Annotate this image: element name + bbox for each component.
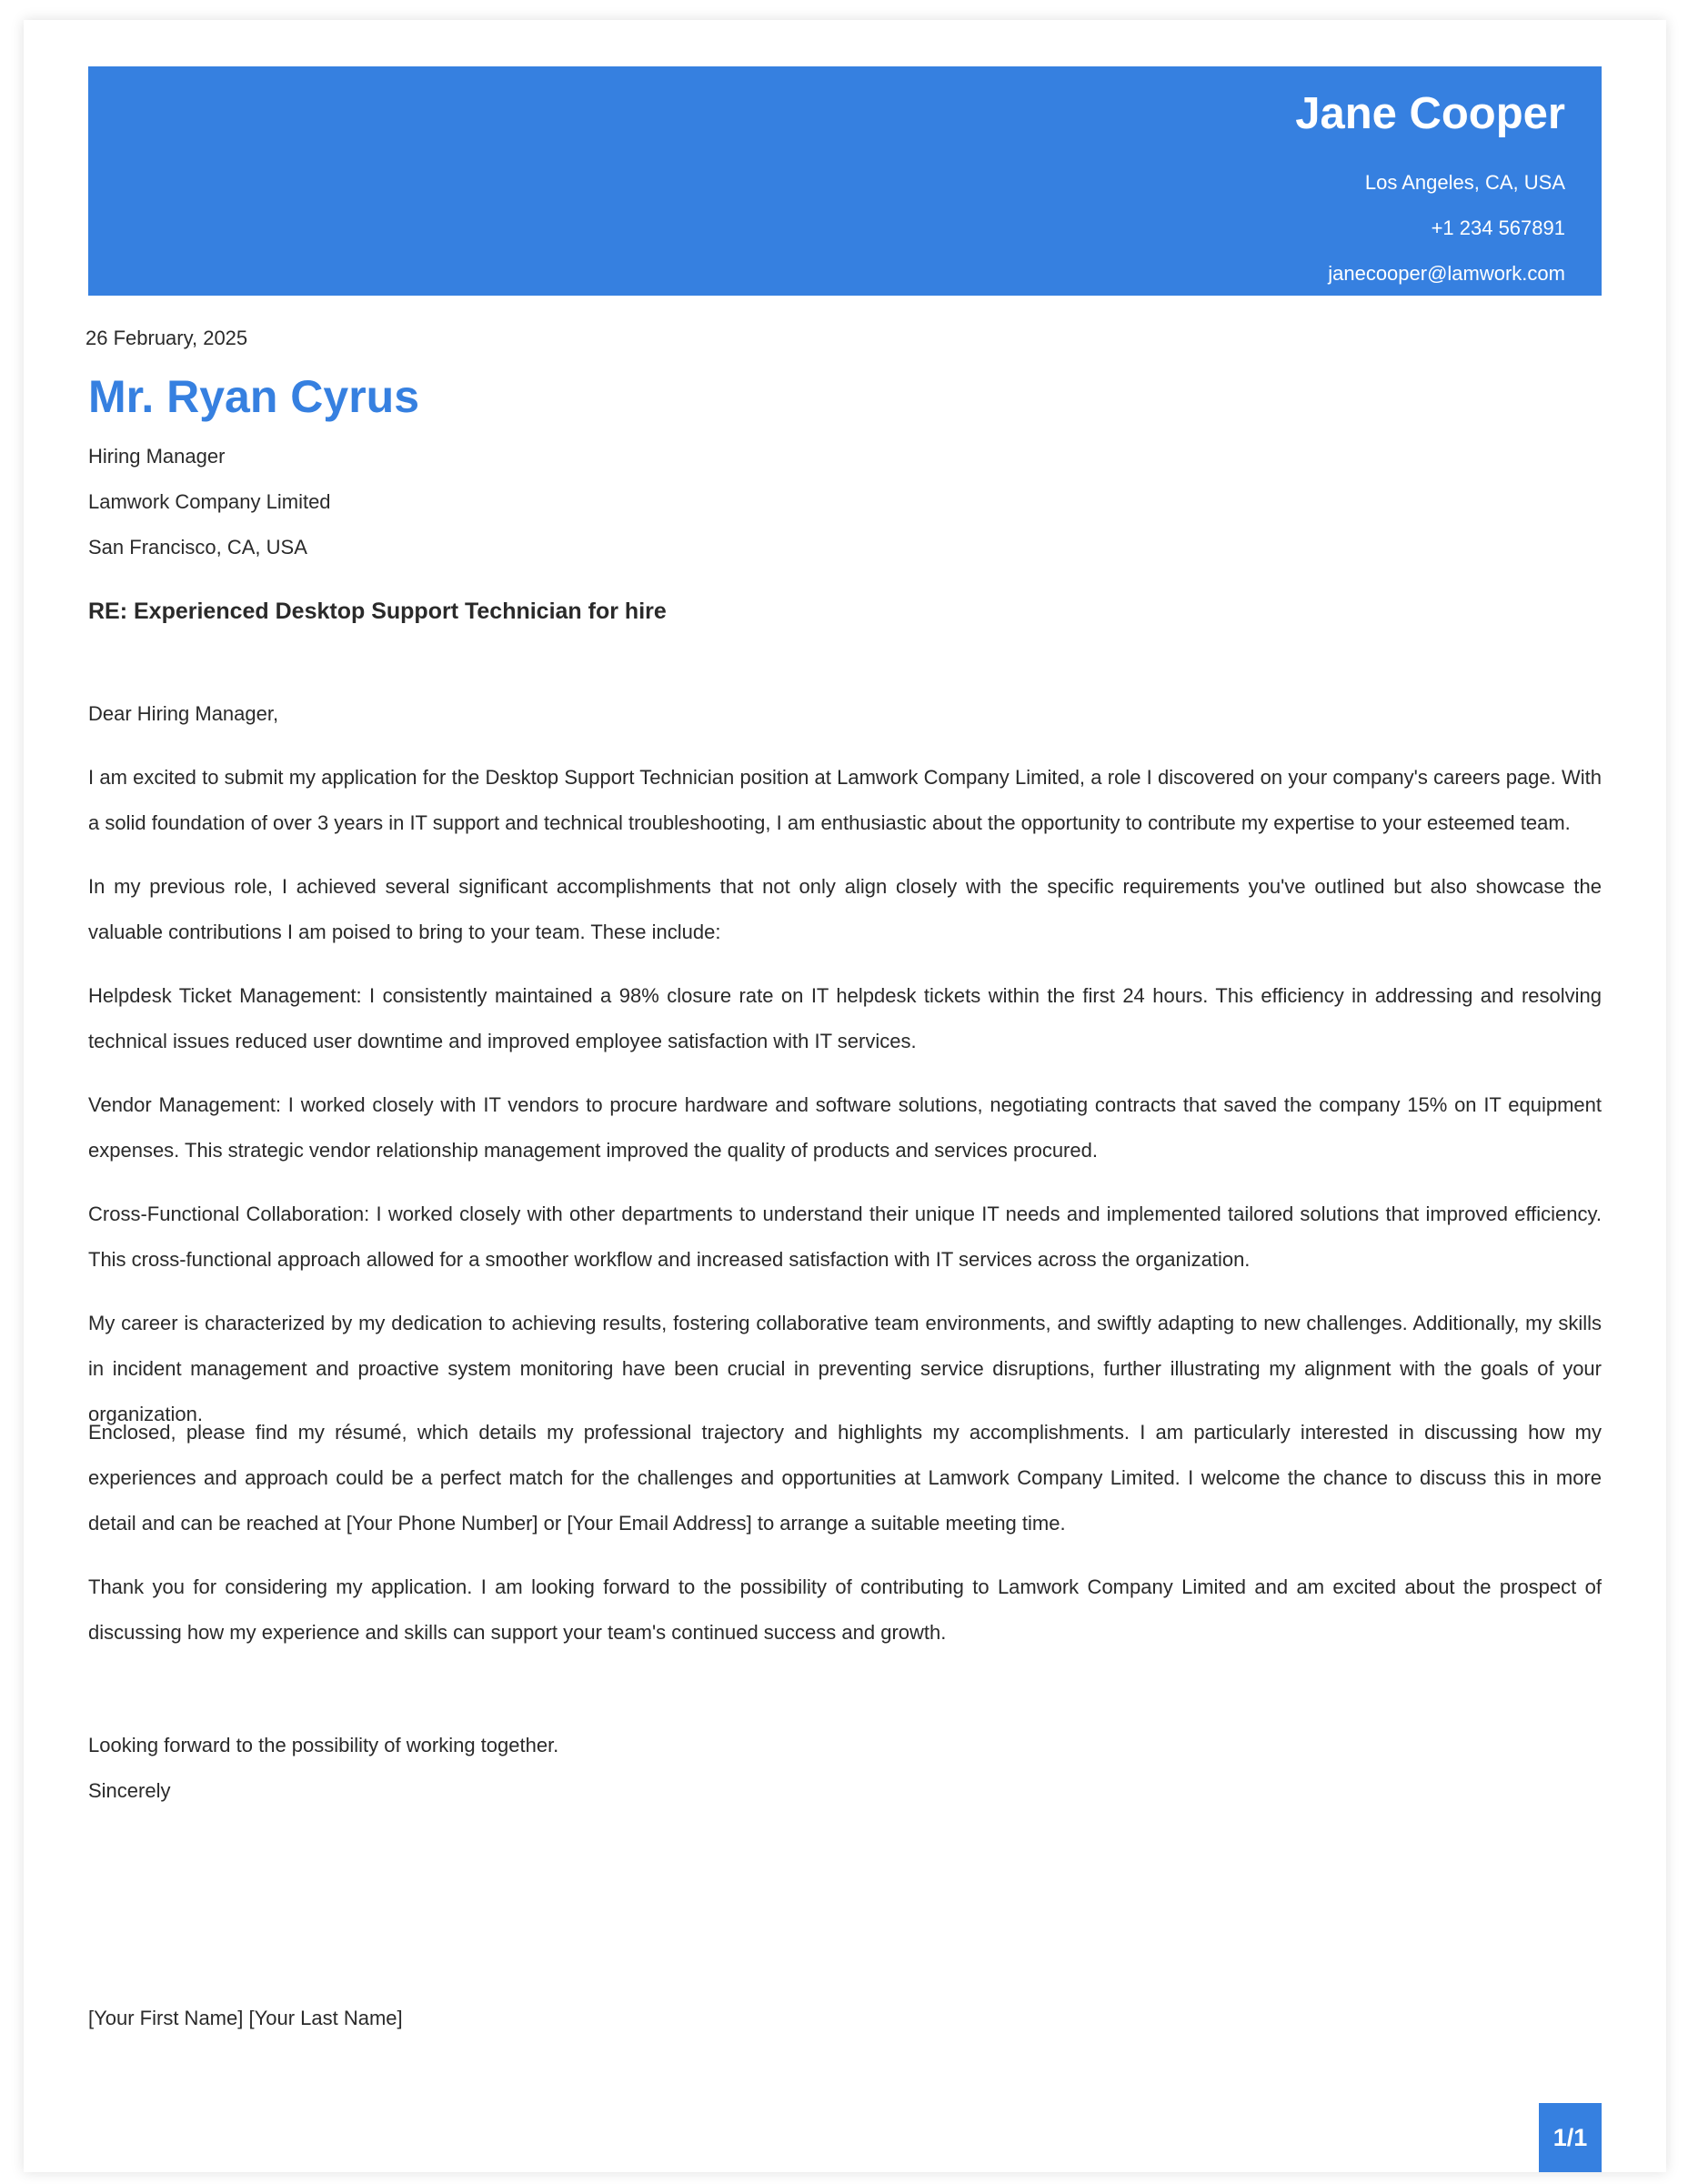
page-indicator: 1/1: [1539, 2103, 1602, 2172]
recipient-title: Hiring Manager: [88, 445, 226, 468]
signature-name: [Your First Name] [Your Last Name]: [88, 2007, 403, 2029]
recipient-name: Mr. Ryan Cyrus: [88, 371, 420, 422]
sender-name: Jane Cooper: [1295, 89, 1565, 138]
letter-page: [24, 20, 1666, 2172]
letter-date: 26 February, 2025: [85, 327, 248, 349]
sender-location: Los Angeles, CA, USA: [1364, 171, 1565, 194]
sender-email: janecooper@lamwork.com: [1328, 262, 1565, 285]
paragraph-helpdesk: Helpdesk Ticket Management: I consistently maintained a 98% closure rate on IT helpdesk tickets within the first 24 hours. This efficiency in addressing and resolving technical issues reduced user downtime and improved employee satisfaction with IT services.: [88, 984, 1602, 1052]
paragraph-intro: I am excited to submit my application for the Desktop Support Technician position at Lamwork Company Limited, a role I discovered on your company's careers page. With a solid foundation of over 3 years in IT support and technical troubleshooting, I am enthusiastic about the opportunity to contribute my expertise to your esteemed team.: [88, 766, 1602, 834]
paragraph-enclosed: Enclosed, please find my résumé, which details my professional trajectory and highlights my accomplishments. I am particularly interested in discussing how my experiences and approach could be a perfect match for the challenges and opportunities at Lamwork Company Limited. I welcome the chance to discuss this in more detail and can be reached at [Your Phone Number] or [Your Email Address] to arrange a suitable meeting time.: [88, 1421, 1602, 1535]
recipient-location: San Francisco, CA, USA: [88, 536, 307, 559]
salutation: Dear Hiring Manager,: [88, 702, 279, 725]
sender-header: [88, 66, 1602, 296]
paragraph-thanks: Thank you for considering my application. I am looking forward to the possibility of contributing to Lamwork Company Limited and am excited about the prospect of discussing how my experience and skills can support your team's continued success and growth.: [88, 1575, 1602, 1644]
paragraph-career: My career is characterized by my dedication to achieving results, fostering collaborative team environments, and swiftly adapting to new challenges. Additionally, my skills in incident management and proactive system monitoring have been crucial in preventing service disruptions, further illustrating my alignment with the goals of your organization.: [88, 1312, 1602, 1425]
signoff: Sincerely: [88, 1779, 171, 1802]
paragraph-vendor: Vendor Management: I worked closely with IT vendors to procure hardware and software solutions, negotiating contracts that saved the company 15% on IT equipment expenses. This strategic vendor relationship management improved the quality of products and services procured.: [88, 1093, 1602, 1162]
paragraph-collaboration: Cross-Functional Collaboration: I worked closely with other departments to understand their unique IT needs and implemented tailored solutions that improved efficiency. This cross-functional approach allowed for a smoother workflow and increased satisfaction with IT services across the organization.: [88, 1203, 1602, 1271]
recipient-company: Lamwork Company Limited: [88, 490, 331, 513]
paragraph-accomplishments: In my previous role, I achieved several significant accomplishments that not only align closely with the specific requirements you've outlined but also showcase the valuable contributions I am poised to bring to your team. These include:: [88, 875, 1602, 943]
letter-subject: RE: Experienced Desktop Support Technician for hire: [88, 599, 667, 624]
closing-line: Looking forward to the possibility of working together.: [88, 1734, 559, 1756]
sender-phone: +1 234 567891: [1431, 216, 1565, 239]
